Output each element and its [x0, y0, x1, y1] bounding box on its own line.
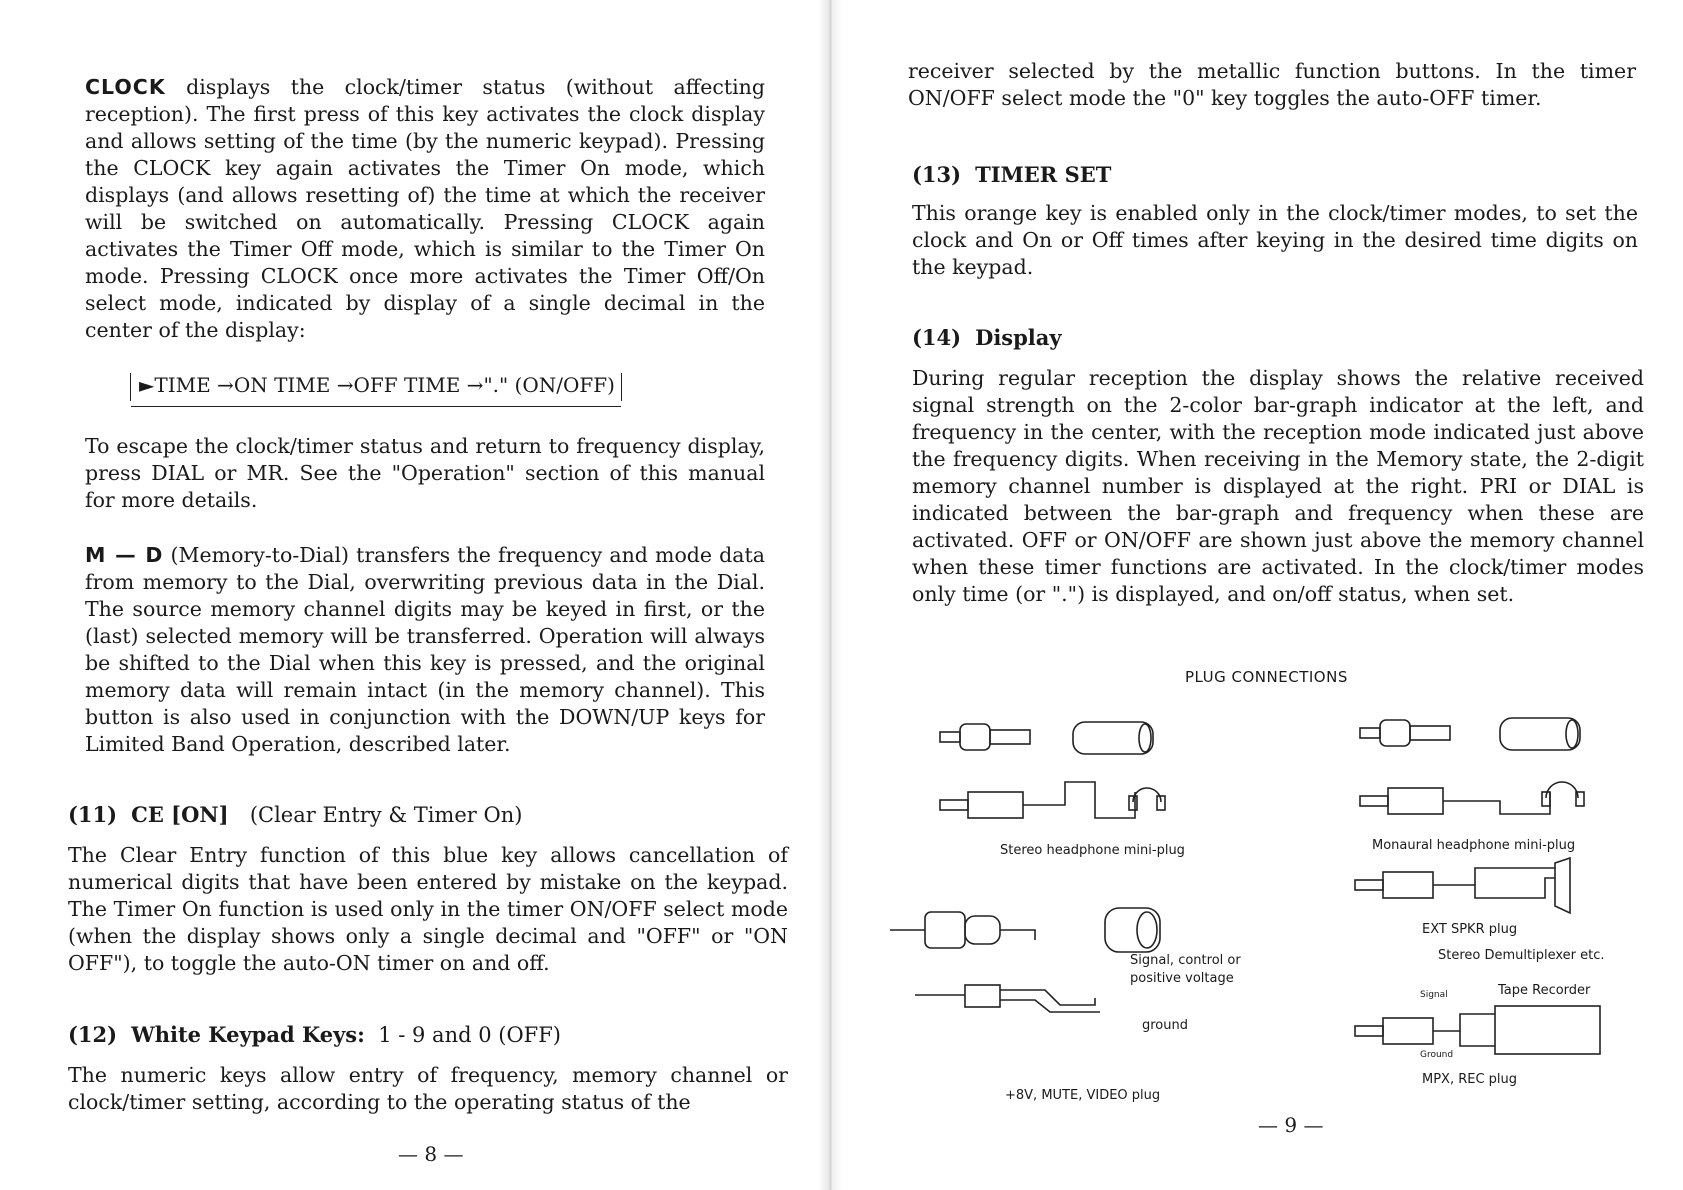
stereo-plug-illustration	[935, 712, 1195, 832]
escape-paragraph: To escape the clock/timer status and return to frequency display, press DIAL or MR. See the "Operation" section of this manual for more details.	[85, 434, 765, 512]
right-page	[840, 0, 1683, 1190]
rca-plug-illustration	[885, 900, 1165, 1030]
clock-paragraph	[85, 74, 765, 344]
section-13-number: (13)	[912, 162, 962, 187]
left-page	[0, 0, 840, 1190]
md-key-label: M — D	[85, 543, 164, 567]
demux-caption: Stereo Demultiplexer etc.	[1438, 948, 1605, 963]
section-13-heading	[912, 162, 1111, 187]
section-12-title: White Keypad Keys:	[131, 1022, 365, 1047]
ext-spkr-illustration	[1345, 858, 1615, 918]
section-12-number: (12)	[68, 1022, 118, 1047]
section-14-title: Display	[975, 325, 1062, 350]
tape-recorder-caption: Tape Recorder	[1498, 983, 1591, 998]
mode-flow-diagram: ►TIME →ON TIME →OFF TIME →"." (ON/OFF)	[130, 373, 622, 401]
clock-key-label: CLOCK	[85, 75, 166, 99]
section-14-number: (14)	[912, 325, 962, 350]
ground-caption: ground	[1142, 1018, 1188, 1033]
page-number-8: — 8 —	[398, 1142, 464, 1166]
page-number-9: — 9 —	[1258, 1113, 1324, 1137]
section-11-text: The Clear Entry function of this blue key allows cancellation of numerical digits that have been entered by mistake on the keypad. The Timer On function is used only in the timer ON/OFF select mode (when the display shows only a single decimal and "OFF" or "ON OFF"), to toggle the auto-ON timer on and off.	[68, 843, 788, 975]
section-13-text: This orange key is enabled only in the clock/timer modes, to set the clock and On or Off times after keying in the desired time digits on the keypad.	[912, 201, 1638, 279]
signal-small-caption: Signal	[1420, 990, 1448, 1000]
section-14-text: During regular reception the display shows the relative received signal strength on the 2-color bar-graph indicator at the left, and frequency in the center, with the reception mode indicated just above the frequency digits. When receiving in the Memory state, the 2-digit memory channel number is displayed at the right. PRI or DIAL is indicated between the bar-graph and frequency when these are activated. OFF or ON/OFF are shown just above the memory channel when these timer functions are activated. In the clock/timer modes only time (or ".") is displayed, and on/off status, when set.	[912, 366, 1644, 606]
section-11-heading	[68, 802, 522, 827]
monaural-plug-caption: Monaural headphone mini-plug	[1372, 838, 1576, 853]
mute-video-caption: +8V, MUTE, VIDEO plug	[1005, 1088, 1161, 1103]
mpx-rec-caption: MPX, REC plug	[1422, 1072, 1518, 1087]
stereo-plug-caption: Stereo headphone mini-plug	[1000, 843, 1185, 858]
section-14-heading	[912, 325, 1062, 350]
section-13-title: TIMER SET	[975, 162, 1112, 187]
section-11-title: CE [ON]	[131, 802, 229, 827]
ext-spkr-caption: EXT SPKR plug	[1422, 922, 1518, 937]
signal-control-caption: Signal, control or	[1130, 953, 1241, 968]
continued-paragraph: receiver selected by the metallic function buttons. In the timer ON/OFF select mode the "0" key toggles the auto-OFF timer.	[908, 59, 1636, 110]
section-12-text: The numeric keys allow entry of frequency, memory channel or clock/timer setting, according to the operating status of the	[68, 1063, 788, 1114]
clock-text: displays the clock/timer status (without affecting reception). The first press of this key activates the clock display and allows setting of the time (by the numeric keypad). Pressing the CLOCK key again activates the Timer On mode, which displays (and allows resetting of) the time at which the receiver will be switched on automatically. Pressing CLOCK again activates the Timer Off mode, which is similar to the Timer On mode. Pressing CLOCK once more activates the Timer Off/On select mode, indicated by display of a single decimal in the center of the display:	[85, 75, 765, 342]
plug-connections-title: PLUG CONNECTIONS	[1185, 668, 1348, 686]
monaural-plug-illustration	[1350, 708, 1620, 828]
section-12-heading	[68, 1022, 561, 1047]
ground-small-caption: Ground	[1420, 1050, 1454, 1060]
section-12-subtitle: 1 - 9 and 0 (OFF)	[378, 1023, 561, 1047]
section-11-subtitle: (Clear Entry & Timer On)	[249, 803, 523, 827]
md-text: (Memory-to-Dial) transfers the frequency and mode data from memory to the Dial, overwriting previous data in the Dial. The source memory channel digits may be keyed in first, or the (last) selected memory will be transferred. Operation will always be shifted to the Dial when this key is pressed, and the original memory data will remain intact (in the memory channel). This button is also used in conjunction with the DOWN/UP keys for Limited Band Operation, described later.	[85, 543, 765, 756]
mpx-plug-illustration	[1345, 998, 1615, 1068]
positive-voltage-caption: positive voltage	[1130, 971, 1234, 986]
md-paragraph	[85, 542, 765, 758]
section-11-number: (11)	[68, 802, 118, 827]
